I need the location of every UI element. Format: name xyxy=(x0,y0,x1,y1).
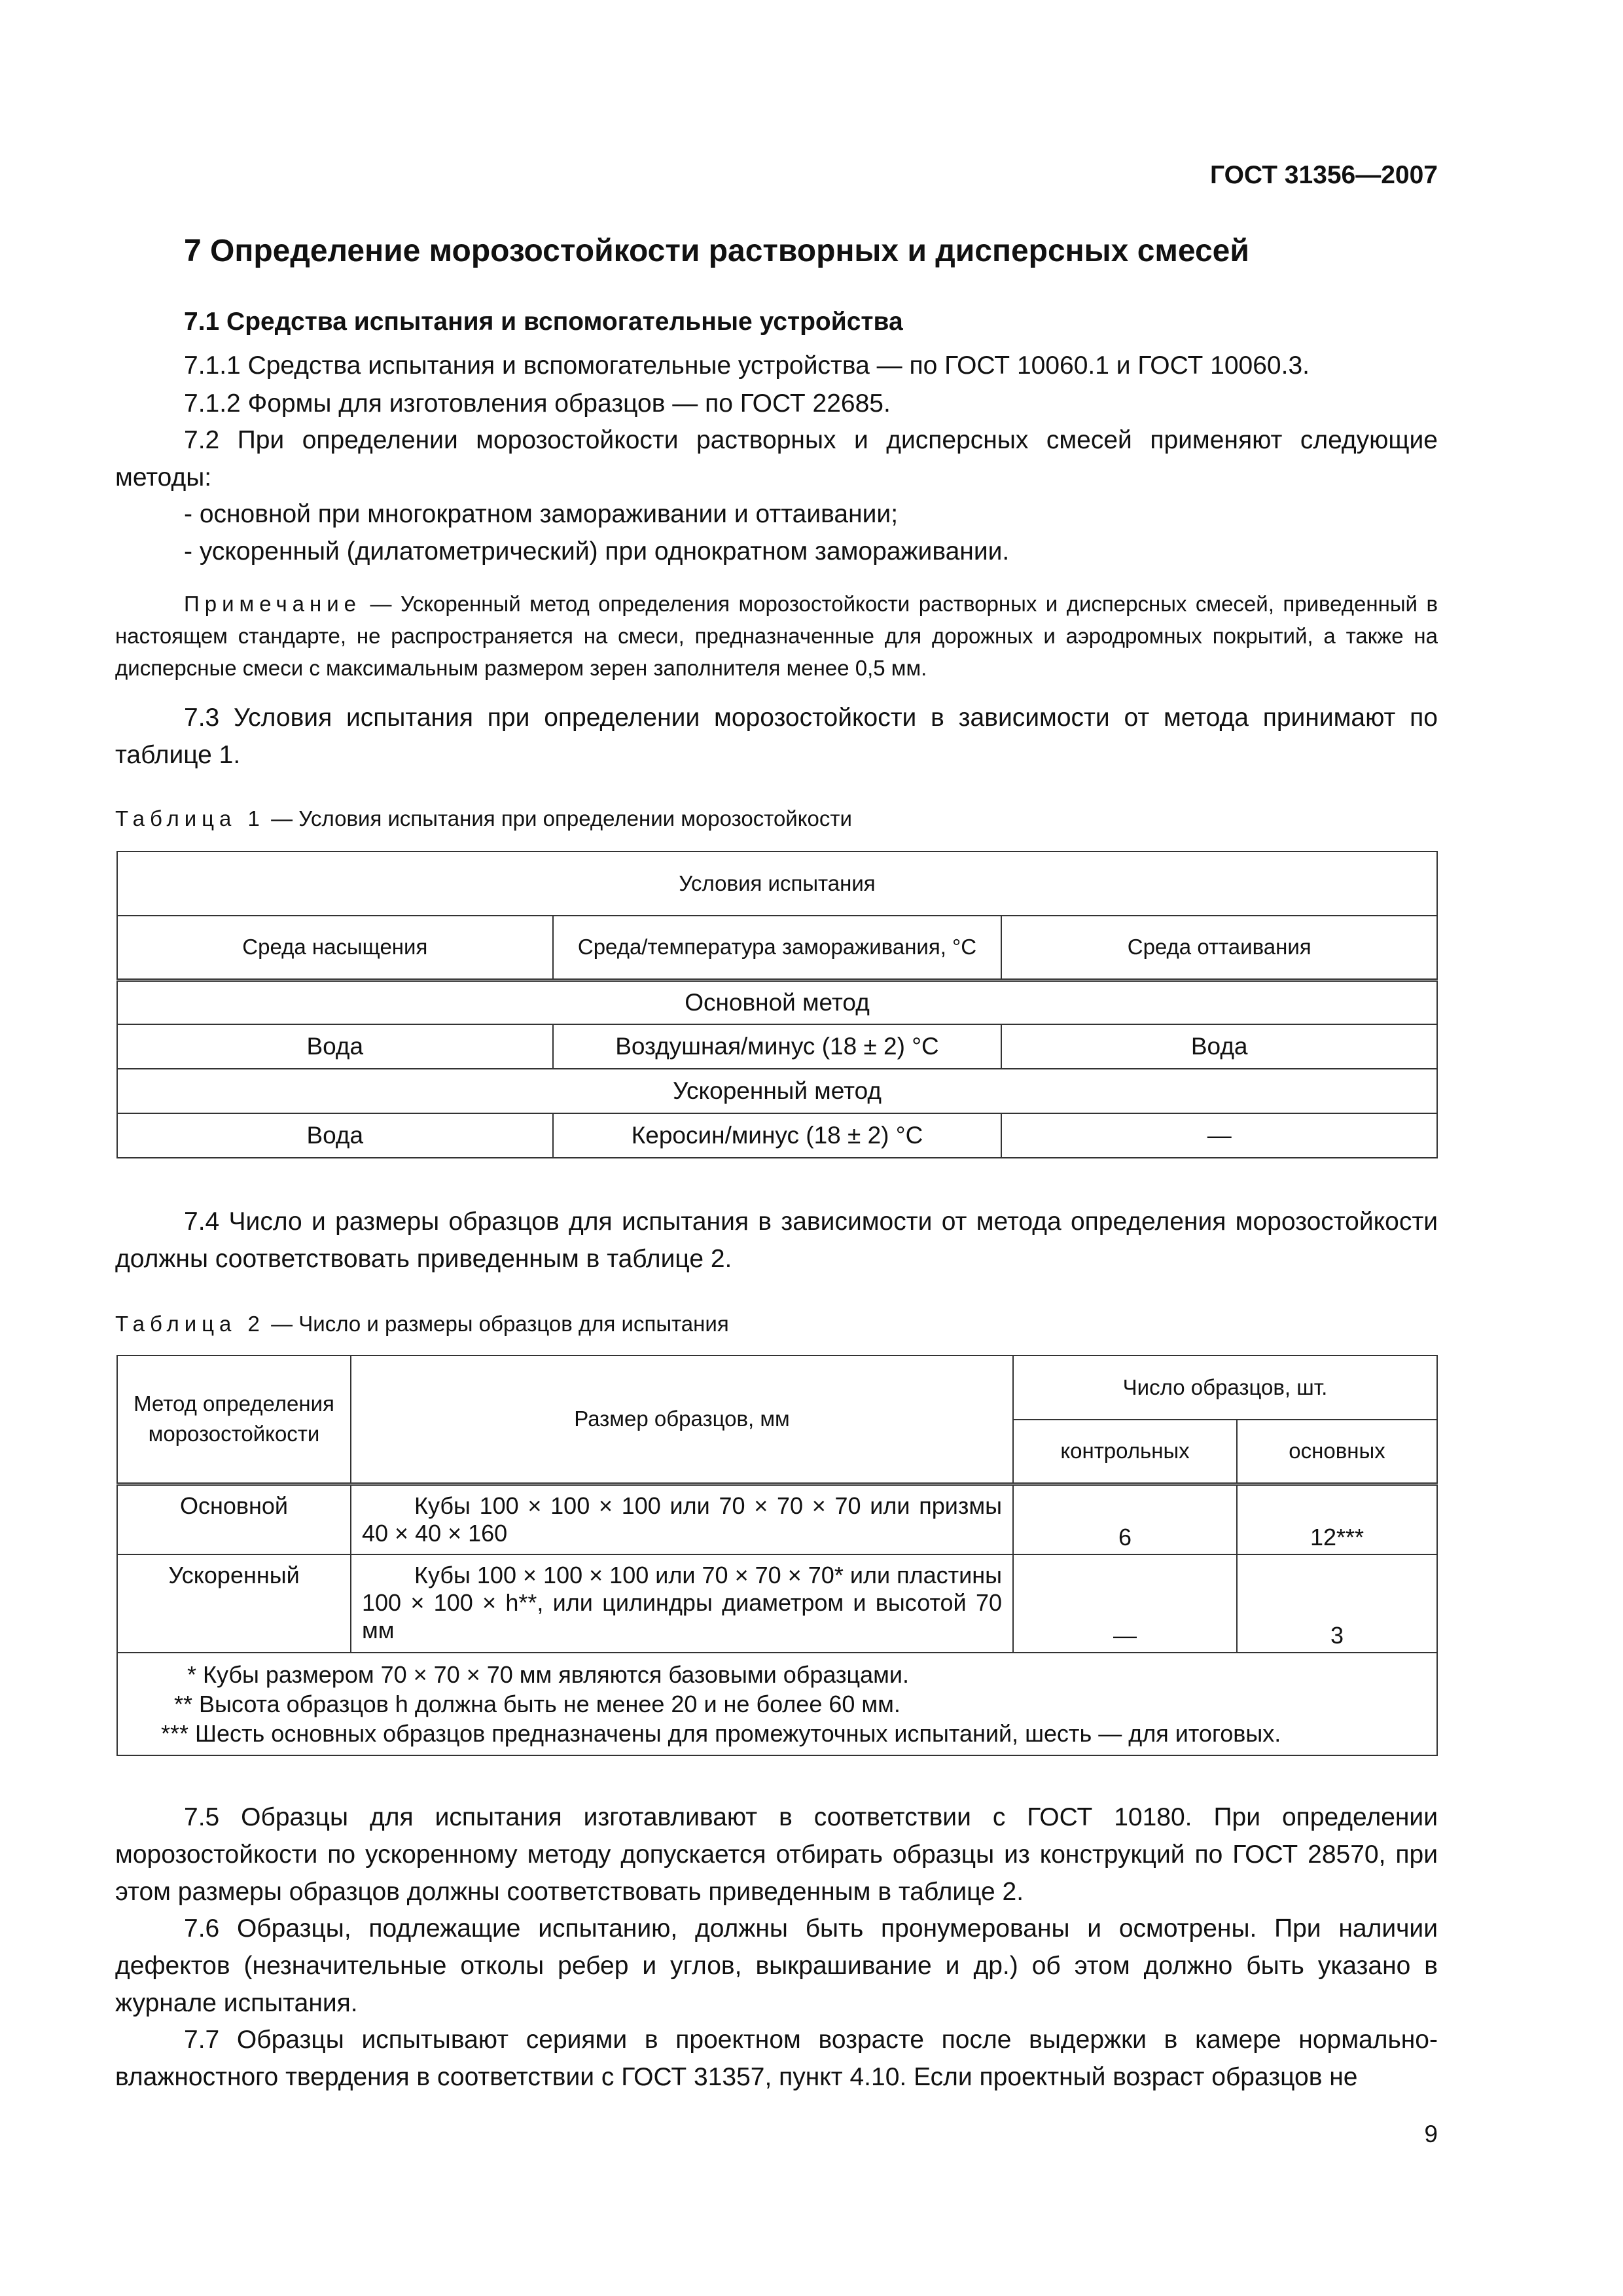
table2-col-method: Метод определения морозостойкости xyxy=(117,1355,351,1484)
table-row xyxy=(117,1484,1437,1554)
table1-method-accelerated: Ускоренный метод xyxy=(117,1069,1437,1113)
table2 xyxy=(116,1355,1438,1756)
table-cell: Вода xyxy=(117,1024,553,1069)
table1 xyxy=(116,851,1438,1158)
table2-col-count: Число образцов, шт. xyxy=(1013,1355,1437,1420)
table-cell: Ускоренный xyxy=(117,1554,351,1653)
paragraph-7-3: 7.3 Условия испытания при определении морозостойкости в зависимости от метода принимают по таблице 1. xyxy=(115,704,1438,769)
subsection-title: 7.1 Средства испытания и вспомогательные устройства xyxy=(184,308,903,336)
table-cell: 12*** xyxy=(1237,1484,1437,1554)
table1-caption-label: Таблица 1 xyxy=(115,806,265,831)
table1-caption xyxy=(115,806,852,831)
paragraph-7-6: 7.6 Образцы, подлежащие испытанию, должны быть пронумерованы и осмотрены. При наличии дефектов (незначительные отколы ребер и углов, выкрашивание и др.) об этом должно быть указано в журнале испытания. xyxy=(115,1914,1438,2017)
table1-method-basic: Основной метод xyxy=(117,980,1437,1024)
table-cell: — xyxy=(1013,1554,1237,1653)
table-cell: — xyxy=(1001,1113,1437,1158)
table1-group-header: Условия испытания xyxy=(117,852,1437,916)
table-cell: Основной xyxy=(117,1484,351,1554)
list-item-basic-method: - основной при многократном замораживании и оттаивании; xyxy=(184,500,899,528)
table-row xyxy=(117,1554,1437,1653)
paragraph-7-1-1: 7.1.1 Средства испытания и вспомогательные устройства — по ГОСТ 10060.1 и ГОСТ 10060.3. xyxy=(184,351,1310,380)
table2-footnotes xyxy=(117,1653,1437,1755)
table2-caption-text: — Число и размеры образцов для испытания xyxy=(271,1312,729,1336)
paragraph-7-2: 7.2 При определении морозостойкости растворных и дисперсных смесей применяют следующие методы: xyxy=(115,426,1438,492)
table1-col-thawing: Среда оттаивания xyxy=(1001,916,1437,980)
paragraph-7-7: 7.7 Образцы испытывают сериями в проектном возрасте после выдержки в камере нормально-влажностного твердения в соответствии с ГОСТ 31357, пункт 4.10. Если проектный возраст образцов не xyxy=(115,2026,1438,2091)
paragraph-7-5: 7.5 Образцы для испытания изготавливают в соответствии с ГОСТ 10180. При определении морозостойкости по ускоренному методу допускается отбирать образцы из конструкций по ГОСТ 28570, при этом размеры образцов должны соответствовать приведенным в таблице 2. xyxy=(115,1803,1438,1906)
table1-caption-text: — Условия испытания при определении морозостойкости xyxy=(271,806,852,831)
note xyxy=(115,588,1438,684)
table2-caption-label: Таблица 2 xyxy=(115,1312,265,1336)
table-cell: Вода xyxy=(117,1113,553,1158)
footnote: ** Высота образцов h должна быть не менее 20 и не более 60 мм. xyxy=(174,1691,901,1717)
table1-col-freezing: Среда/температура замораживания, °С xyxy=(553,916,1002,980)
table-cell: Кубы 100 × 100 × 100 или 70 × 70 × 70 или призмы 40 × 40 × 160 xyxy=(351,1484,1013,1554)
table-cell: 3 xyxy=(1237,1554,1437,1653)
table-cell: 6 xyxy=(1013,1484,1237,1554)
page-number: 9 xyxy=(1424,2121,1438,2147)
note-label: Примечание xyxy=(184,592,362,616)
table-cell: Кубы 100 × 100 × 100 или 70 × 70 × 70* или пластины 100 × 100 × h**, или цилиндры диаметром и высотой 70 мм xyxy=(351,1554,1013,1653)
table2-caption xyxy=(115,1312,729,1336)
footnote: *** Шесть основных образцов предназначены для промежуточных испытаний, шесть — для итоговых. xyxy=(161,1720,1281,1747)
table2-col-control: контрольных xyxy=(1013,1420,1237,1484)
list-item-accelerated-method: - ускоренный (дилатометрический) при однократном замораживании. xyxy=(184,537,1010,565)
paragraph-7-4: 7.4 Число и размеры образцов для испытания в зависимости от метода определения морозостойкости должны соответствовать приведенным в таблице 2. xyxy=(115,1208,1438,1273)
table2-col-main: основных xyxy=(1237,1420,1437,1484)
table2-col-size: Размер образцов, мм xyxy=(351,1355,1013,1484)
table-cell: Вода xyxy=(1001,1024,1437,1069)
section-title: 7 Определение морозостойкости растворных и дисперсных смесей xyxy=(184,234,1249,268)
standard-number: ГОСТ 31356—2007 xyxy=(1210,161,1438,189)
paragraph-7-1-2: 7.1.2 Формы для изготовления образцов — по ГОСТ 22685. xyxy=(184,389,891,418)
footnote: * Кубы размером 70 × 70 × 70 мм являются базовыми образцами. xyxy=(187,1661,910,1688)
table-cell: Керосин/минус (18 ± 2) °С xyxy=(553,1113,1002,1158)
note-text: — Ускоренный метод определения морозостойкости растворных и дисперсных смесей, приведенный в настоящем стандарте, не распространяется на смеси, предназначенные для дорожных и аэродромных покрытий, а также на дисперсные смеси с максимальным размером зерен заполнителя менее 0,5 мм. xyxy=(115,592,1438,680)
table-cell: Воздушная/минус (18 ± 2) °С xyxy=(553,1024,1002,1069)
table1-col-saturation: Среда насыщения xyxy=(117,916,553,980)
